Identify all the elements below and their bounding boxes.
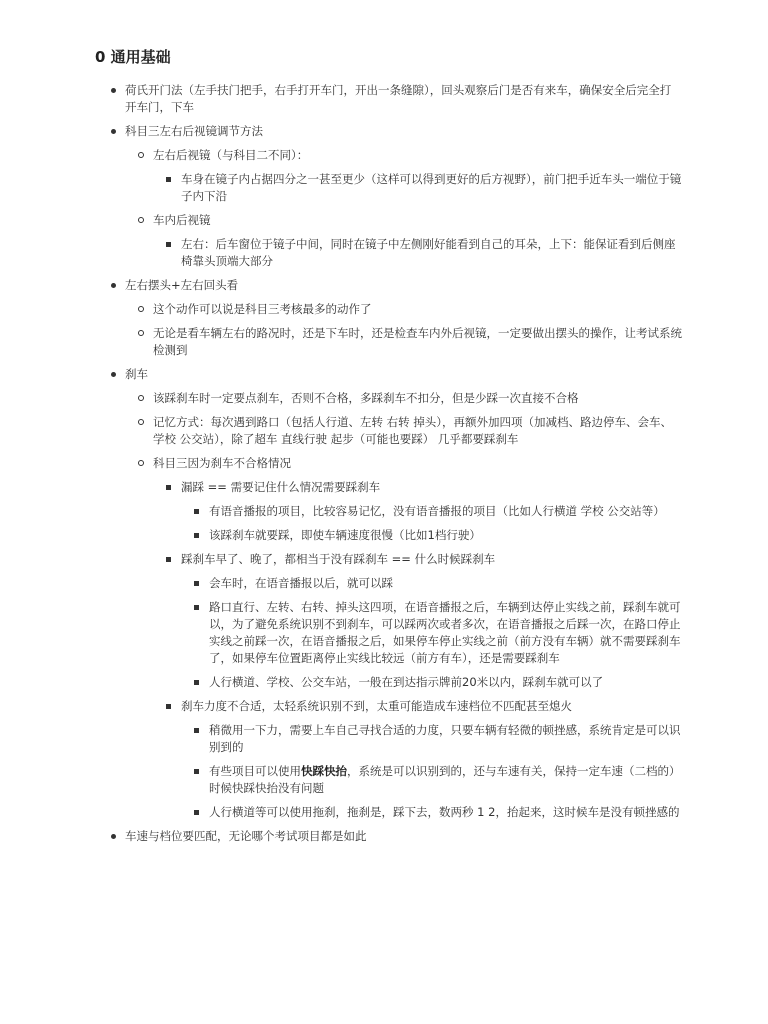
sub-list xyxy=(125,301,682,359)
list-item-text: 科目三左右后视镜调节方法 xyxy=(125,124,263,138)
list-item xyxy=(125,455,682,821)
list-item-text: 会车时，在语音播报以后，就可以踩 xyxy=(209,576,393,590)
list-item-brake xyxy=(95,366,682,821)
sub-list xyxy=(125,147,682,270)
list-item-text: 车速与档位要匹配，无论哪个考试项目都是如此 xyxy=(125,829,367,843)
list-item-text: 该踩刹车时一定要点刹车，否则不合格，多踩刹车不扣分，但是少踩一次直接不合格 xyxy=(153,391,579,405)
list-item-text: 人行横道等可以使用拖刹，拖刹是，踩下去，数两秒 1 2，抬起来，这时候车是没有顿挫感的 xyxy=(209,805,680,819)
list-item-dutch-reach xyxy=(95,82,682,116)
list-item-text: 该踩刹车就要踩，即使车辆速度很慢（比如1档行驶） xyxy=(209,528,481,542)
list-item xyxy=(181,674,682,691)
bold-text: 快踩快抬 xyxy=(301,764,347,778)
list-item xyxy=(181,763,682,797)
list-item-text: 有语音播报的项目，比较容易记忆，没有语音播报的项目（比如人行横道 学校 公交站等） xyxy=(209,504,665,518)
list-item-text: 车内后视镜 xyxy=(153,213,211,227)
list-item xyxy=(153,236,682,270)
list-item xyxy=(181,527,682,544)
list-item xyxy=(181,575,682,592)
list-item-text: 科目三因为刹车不合格情况 xyxy=(153,456,291,470)
main-list xyxy=(95,82,682,845)
list-item xyxy=(181,722,682,756)
list-item-text: 刹车力度不合适，太轻系统识别不到，太重可能造成车速档位不匹配甚至熄火 xyxy=(181,699,572,713)
list-item xyxy=(153,479,682,544)
list-item-rear-mirror xyxy=(125,212,682,270)
sub-list xyxy=(181,503,682,544)
sub-list xyxy=(125,390,682,821)
list-item-text-pre: 有些项目可以使用 xyxy=(209,764,301,778)
list-item xyxy=(125,414,682,448)
list-item-text: 无论是看车辆左右的路况时，还是下车时，还是检查车内外后视镜，一定要做出摆头的操作，让考试系统检测到 xyxy=(153,326,682,357)
list-item-head-swing xyxy=(95,277,682,359)
list-item xyxy=(125,301,682,318)
list-item-text-post: ，系统是可以识别到的，还与车速有关，保持一定车速（二档的）时候快踩快抬没有问题 xyxy=(209,764,681,795)
list-item-text: 稍微用一下力，需要上车自己寻找合适的力度，只要车辆有轻微的顿挫感，系统肯定是可以识别到的 xyxy=(209,723,681,754)
list-item-text: 车身在镜子内占据四分之一甚至更少（这样可以得到更好的后方视野），前门把手近车头一端位于镜子内下沿 xyxy=(181,172,682,203)
sub-list xyxy=(181,722,682,821)
list-item xyxy=(181,804,682,821)
sub-list xyxy=(153,171,682,205)
list-item xyxy=(125,390,682,407)
section-title: 0 通用基础 xyxy=(95,48,171,66)
list-item xyxy=(181,503,682,520)
list-item-text: 人行横道、学校、公交车站，一般在到达指示牌前20米以内，踩刹车就可以了 xyxy=(209,675,604,689)
sub-list xyxy=(153,479,682,821)
list-item-text: 踩刹车早了、晚了，都相当于没有踩刹车 == 什么时候踩刹车 xyxy=(181,552,496,566)
list-item-text: 漏踩 == 需要记住什么情况需要踩刹车 xyxy=(181,480,381,494)
list-item xyxy=(125,325,682,359)
sub-list xyxy=(153,236,682,270)
list-item-side-mirror xyxy=(125,147,682,205)
list-item-text: 左右：后车窗位于镜子中间，同时在镜子中左侧刚好能看到自己的耳朵，上下：能保证看到后侧座椅靠头顶端大部分 xyxy=(181,237,676,268)
list-item xyxy=(153,551,682,691)
list-item-text: 记忆方式：每次遇到路口（包括人行道、左转 右转 掉头），再额外加四项（加减档、路边停车、会车、学校 公交站），除了超车 直线行驶 起步（可能也要踩） 几乎都要踩刹车 xyxy=(153,415,673,446)
list-item xyxy=(153,171,682,205)
list-item xyxy=(181,599,682,667)
list-item xyxy=(153,698,682,821)
list-item-text: 左右摆头+左右回头看 xyxy=(125,278,239,292)
list-item-text: 这个动作可以说是科目三考核最多的动作了 xyxy=(153,302,372,316)
list-item-mirror xyxy=(95,123,682,270)
list-item-text: 路口直行、左转、右转、掉头这四项，在语音播报之后，车辆到达停止实线之前，踩刹车就可以，为了避免系统识别不到刹车，可以踩两次或者多次，在语音播报之后踩一次，在路口停止实线之前踩一次，在语音播报之后，如果停车停止实线之前（前方没有车辆）就不需要踩刹车了，如果停车位置距离停止实线比较远（前方有车），还是需要踩刹车 xyxy=(209,600,681,665)
list-item-text: 荷氏开门法（左手扶门把手，右手打开车门，开出一条缝隙），回头观察后门是否有来车，确保安全后完全打开车门，下车 xyxy=(125,83,672,114)
list-item-text: 刹车 xyxy=(125,367,148,381)
sub-list xyxy=(181,575,682,691)
list-item-speed xyxy=(95,828,682,845)
list-item-text: 左右后视镜（与科目二不同）： xyxy=(153,148,309,162)
